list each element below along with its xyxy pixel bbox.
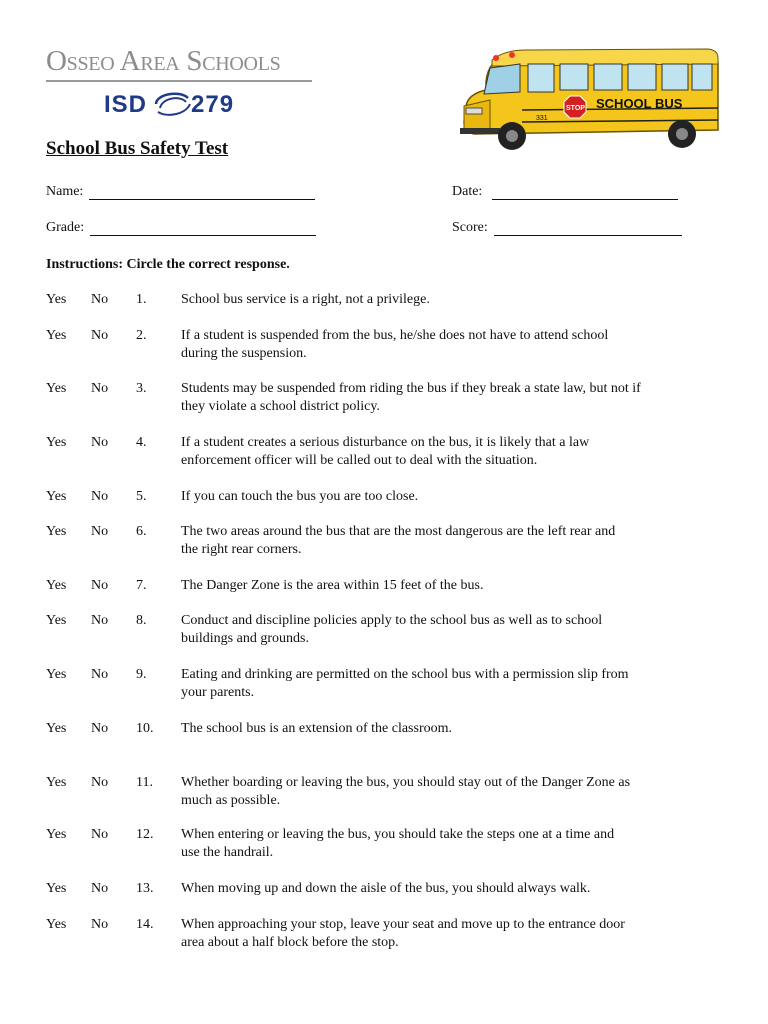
yes-option[interactable]: Yes — [46, 827, 67, 842]
no-option[interactable]: No — [91, 524, 109, 539]
no-option[interactable]: No — [91, 578, 109, 593]
name-label: Name: — [46, 184, 84, 199]
swirl-icon — [150, 90, 194, 118]
question-number: 9. — [136, 667, 147, 682]
question-text: The school bus is an extension of the classroom. — [181, 721, 453, 736]
grade-label: Grade: — [46, 220, 85, 235]
question-number: 1. — [136, 292, 147, 307]
no-option[interactable]: No — [91, 381, 109, 396]
bus-number: 331 — [536, 115, 548, 122]
question-text: Eating and drinking are permitted on the school bus with a permission slip from your parents. — [181, 667, 629, 700]
question-number: 7. — [136, 578, 147, 593]
logo-divider — [46, 80, 312, 82]
question-number: 2. — [136, 328, 147, 343]
question-text: The Danger Zone is the area within 15 feet of the bus. — [181, 578, 484, 593]
yes-option[interactable]: Yes — [46, 613, 67, 628]
question-number: 3. — [136, 381, 147, 396]
question-number: 8. — [136, 613, 147, 628]
yes-option[interactable]: Yes — [46, 578, 67, 593]
question-text: If a student creates a serious disturbance on the bus, it is likely that a law enforcement officer will be called out to deal with the situation. — [181, 435, 590, 468]
question-number: 4. — [136, 435, 147, 450]
question-text: If you can touch the bus you are too close. — [181, 489, 419, 504]
no-option[interactable]: No — [91, 667, 109, 682]
grade-field[interactable] — [46, 220, 316, 236]
instructions: Instructions: Circle the correct response. — [46, 257, 290, 272]
yes-option[interactable]: Yes — [46, 435, 67, 450]
question-text: Whether boarding or leaving the bus, you should stay out of the Danger Zone as much as possible. — [181, 775, 631, 808]
no-option[interactable]: No — [91, 827, 109, 842]
page-title: School Bus Safety Test — [46, 138, 229, 159]
name-field[interactable] — [46, 184, 315, 200]
no-option[interactable]: No — [91, 775, 109, 790]
question-number: 13. — [136, 881, 154, 896]
question-number: 12. — [136, 827, 154, 842]
question-text: If a student is suspended from the bus, he/she does not have to attend school during the suspension. — [181, 328, 609, 361]
question-number: 10. — [136, 721, 154, 736]
logo-district: ISD — [104, 91, 148, 118]
yes-option[interactable]: Yes — [46, 775, 67, 790]
question-number: 11. — [136, 775, 153, 790]
stop-sign-text: STOP — [566, 105, 585, 112]
yes-option[interactable]: Yes — [46, 667, 67, 682]
date-line[interactable] — [492, 185, 678, 200]
bus-sign-text: SCHOOL BUS — [596, 96, 683, 111]
yes-option[interactable]: Yes — [46, 292, 67, 307]
yes-option[interactable]: Yes — [46, 489, 67, 504]
yes-option[interactable]: Yes — [46, 721, 67, 736]
question-text: When approaching your stop, leave your seat and move up to the entrance door area about a half block before the stop. — [181, 917, 625, 950]
logo-name — [46, 44, 314, 78]
date-field[interactable] — [452, 184, 678, 200]
logo-number: 279 — [191, 91, 235, 118]
question-number: 5. — [136, 489, 147, 504]
no-option[interactable]: No — [91, 613, 109, 628]
yes-option[interactable]: Yes — [46, 524, 67, 539]
question-text: When moving up and down the aisle of the bus, you should always walk. — [181, 881, 591, 896]
yes-option[interactable]: Yes — [46, 328, 67, 343]
question-number: 14. — [136, 917, 154, 932]
score-line[interactable] — [494, 221, 682, 236]
logo-name-text: Osseo Area Schools — [46, 45, 281, 77]
no-option[interactable]: No — [91, 489, 109, 504]
no-option[interactable]: No — [91, 721, 109, 736]
yes-option[interactable]: Yes — [46, 881, 67, 896]
question-text: School bus service is a right, not a privilege. — [181, 292, 430, 307]
no-option[interactable]: No — [91, 881, 109, 896]
score-label: Score: — [452, 220, 488, 235]
no-option[interactable]: No — [91, 328, 109, 343]
district-logo — [46, 44, 314, 120]
question-text: When entering or leaving the bus, you should take the steps one at a time and use the handrail. — [181, 827, 615, 860]
no-option[interactable]: No — [91, 292, 109, 307]
school-bus-illustration — [456, 44, 726, 160]
name-line[interactable] — [89, 185, 315, 200]
question-text: The two areas around the bus that are the most dangerous are the left rear and the right rear corners. — [181, 524, 616, 557]
grade-line[interactable] — [90, 221, 316, 236]
yes-option[interactable]: Yes — [46, 917, 67, 932]
question-text: Students may be suspended from riding the bus if they break a state law, but not if they violate a school district policy. — [181, 381, 641, 414]
question-text: Conduct and discipline policies apply to the school bus as well as to school buildings and grounds. — [181, 613, 603, 646]
date-label: Date: — [452, 184, 483, 199]
question-number: 6. — [136, 524, 147, 539]
no-option[interactable]: No — [91, 917, 109, 932]
yes-option[interactable]: Yes — [46, 381, 67, 396]
score-field[interactable] — [452, 220, 682, 236]
no-option[interactable]: No — [91, 435, 109, 450]
